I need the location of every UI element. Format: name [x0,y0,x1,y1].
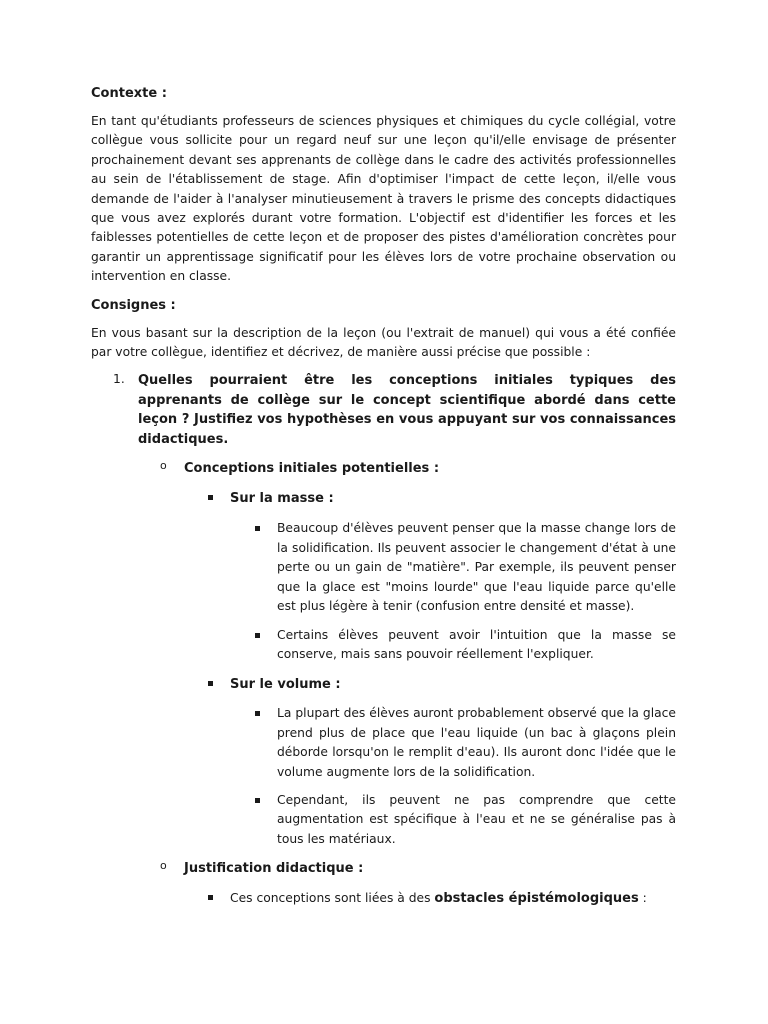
justification-section [91,857,676,878]
square-bullet-icon [208,681,213,686]
mass-section [91,487,676,508]
square-bullet-icon [255,633,260,638]
list-item [91,791,676,849]
instructions-paragraph: En vous basant sur la description de la leçon (ou l'extrait de manuel) qui vous a été confiée par votre collègue, identifiez et décrivez, de manière aussi précise que possible : [91,325,676,360]
question-item [91,371,676,449]
list-item [91,626,676,665]
justification-title: Justification didactique : [184,861,364,877]
square-bullet-icon [208,495,213,500]
question-text: Quelles pourraient être les conceptions initiales typiques des apprenants de collège sur le concept scientifique abordé dans cette leçon ? Justifiez vos hypothèses en vous appuyant sur vos connaissances didactiques. [138,373,676,447]
square-bullet-icon [255,798,260,803]
volume-title: Sur le volume : [230,677,341,693]
list-item [91,519,676,616]
justification-suffix: : [638,891,647,906]
circle-bullet-icon: o [160,459,167,473]
square-bullet-icon [255,526,260,531]
question-number: 1. [113,372,125,387]
volume-point-2: Cependant, ils peuvent ne pas comprendre que cette augmentation est spécifique à l'eau et ne se généralise pas à tous les matériaux. [277,792,676,846]
instructions-heading: Consignes : [91,297,176,313]
square-bullet-icon [255,711,260,716]
conceptions-section [91,457,676,478]
mass-title: Sur la masse : [230,491,334,507]
volume-point-1: La plupart des élèves auront probablement observé que la glace prend plus de place que l'eau liquide (un bac à glaçons plein déborde lorsqu'on le remplit d'eau). Ils auront donc l'idée que le volume augmente lors de la solidification. [277,706,676,779]
context-paragraph: En tant qu'étudiants professeurs de sciences physiques et chimiques du cycle collégial, votre collègue vous sollicite pour un regard neuf sur une leçon qu'il/elle envisage de présenter prochainement devant ses apprenants de collège dans le cadre des activités professionnelles au sein de l'établissement de stage. Afin d'optimiser l'impact de cette leçon, il/elle vous demande de l'aider à l'analyser minutieusement à travers le prisme des concepts didactiques que vous avez explorés durant votre formation. L'objectif est d'identifier les forces et les faiblesses potentielles de cette leçon et de proposer des pistes d'amélioration concrètes pour garantir un apprentissage significatif pour les élèves lors de votre prochaine observation ou intervention en classe. [91,114,676,284]
document-page [91,84,676,908]
list-item [91,704,676,782]
justification-emphasis: obstacles épistémologiques [434,891,639,907]
volume-section [91,673,676,694]
mass-point-2: Certains élèves peuvent avoir l'intuition que la masse se conserve, mais sans pouvoir réellement l'expliquer. [277,627,676,661]
conceptions-title: Conceptions initiales potentielles : [184,461,440,477]
justification-point [91,887,676,908]
justification-intro: Ces conceptions sont liées à des [230,891,435,906]
mass-point-1: Beaucoup d'élèves peuvent penser que la masse change lors de la solidification. Ils peuvent associer le changement d'état à une perte ou un gain de "matière". Par exemple, ils peuvent penser que la glace est "moins lourde" que l'eau liquide parce qu'elle est plus légère à tenir (confusion entre densité et masse). [277,521,676,614]
circle-bullet-icon: o [160,859,167,873]
square-bullet-icon [208,895,213,900]
context-heading: Contexte : [91,86,167,101]
